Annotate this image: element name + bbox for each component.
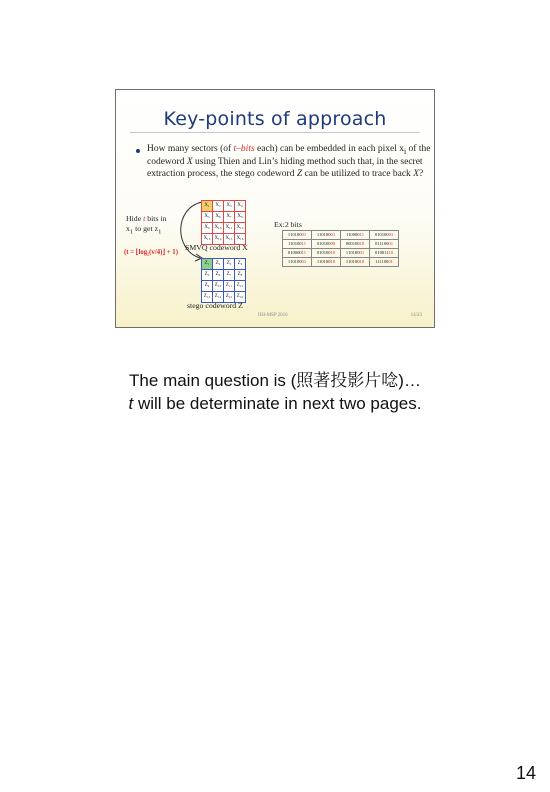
- bullet-text: How many sectors (of t–bits each) can be embedded in each pixel $x_i$ of the codeword X using Thien and Lin’s hiding method such that, in the secret extraction process, the stego codeword Z can be utilized to trace back X?: [147, 144, 431, 179]
- grid-cell: Z₅: [202, 270, 212, 280]
- grid-cell: X₃: [224, 201, 234, 211]
- table-cell: 01010001: [370, 231, 399, 240]
- grid-cell: X₁₃: [202, 234, 212, 244]
- grid-cell: X₁: [202, 201, 212, 211]
- grid-cell: Z₃: [224, 259, 234, 269]
- example-bits-table: [282, 230, 399, 267]
- table-row: [283, 249, 399, 258]
- speaker-note-line1: The main question is (照著投影片唸)…: [129, 371, 421, 390]
- table-cell: 11010010: [341, 258, 370, 267]
- table-cell: 01010000: [312, 240, 341, 249]
- hide-bits-label: Hide t bits in $x_1$ to get $z_1$: [126, 214, 167, 236]
- grid-cell: Z₁₃: [202, 292, 212, 302]
- page-number: 14: [515, 763, 536, 783]
- title-divider: [130, 132, 420, 133]
- grid-cell: Z₈: [235, 270, 245, 280]
- grid-cell: Z₁₄: [213, 292, 223, 302]
- table-cell: 11010010: [312, 258, 341, 267]
- grid-cell: Z₁₀: [213, 281, 223, 291]
- slide-footer-conference: IIH-MSP 2016: [258, 313, 288, 318]
- grid-cell: X₁₄: [213, 234, 223, 244]
- table-row: [283, 231, 399, 240]
- speaker-note-line2: t will be determinate in next two pages.: [128, 394, 422, 413]
- grid-cell: X₁₆: [235, 234, 245, 244]
- table-cell: 11010011: [283, 240, 312, 249]
- grid-cell: Z₇: [224, 270, 234, 280]
- grid-cell: X₄: [235, 201, 245, 211]
- table-cell: 11010001: [341, 249, 370, 258]
- smvq-caption: SMVQ codeword X: [185, 243, 248, 252]
- slide-thumbnail: [115, 89, 435, 328]
- table-cell: 11110001: [370, 258, 399, 267]
- table-cell: 11010001: [283, 258, 312, 267]
- table-cell: 01001110: [370, 249, 399, 258]
- grid-cell: X₅: [202, 212, 212, 222]
- table-cell: 01000011: [283, 249, 312, 258]
- grid-cell: X₉: [202, 223, 212, 233]
- grid-cell: Z₁: [202, 259, 212, 269]
- smvq-codeword-grid: [201, 200, 246, 245]
- table-cell: 11010001: [312, 231, 341, 240]
- grid-cell: X₁₁: [224, 223, 234, 233]
- slide-footer-page: 14/23: [410, 313, 422, 318]
- grid-cell: Z₉: [202, 281, 212, 291]
- grid-cell: Z₁₅: [224, 292, 234, 302]
- table-row: [283, 258, 399, 267]
- table-cell: 11000011: [341, 231, 370, 240]
- table-cell: 01010010: [312, 249, 341, 258]
- grid-cell: Z₁₁: [224, 281, 234, 291]
- grid-cell: X₇: [224, 212, 234, 222]
- grid-cell: X₁₀: [213, 223, 223, 233]
- grid-cell: X₁₂: [235, 223, 245, 233]
- grid-cell: Z₁₂: [235, 281, 245, 291]
- stego-caption: stego codeword Z: [187, 301, 243, 310]
- bullet-icon: [136, 149, 140, 153]
- table-row: [283, 240, 399, 249]
- grid-cell: Z₂: [213, 259, 223, 269]
- grid-cell: Z₁₆: [235, 292, 245, 302]
- example-label: Ex:2 bits: [274, 220, 302, 229]
- grid-cell: Z₆: [213, 270, 223, 280]
- t-formula: (t = ⌊log₂(v/4)⌋ + 1): [124, 249, 178, 256]
- table-cell: 01110001: [370, 240, 399, 249]
- grid-cell: X₈: [235, 212, 245, 222]
- grid-cell: X₁₅: [224, 234, 234, 244]
- table-cell: 11010001: [283, 231, 312, 240]
- table-cell: 00010010: [341, 240, 370, 249]
- slide-title: Key-points of approach: [163, 108, 387, 130]
- grid-cell: Z₄: [235, 259, 245, 269]
- grid-cell: X₆: [213, 212, 223, 222]
- stego-codeword-grid: [201, 258, 246, 303]
- grid-cell: X₂: [213, 201, 223, 211]
